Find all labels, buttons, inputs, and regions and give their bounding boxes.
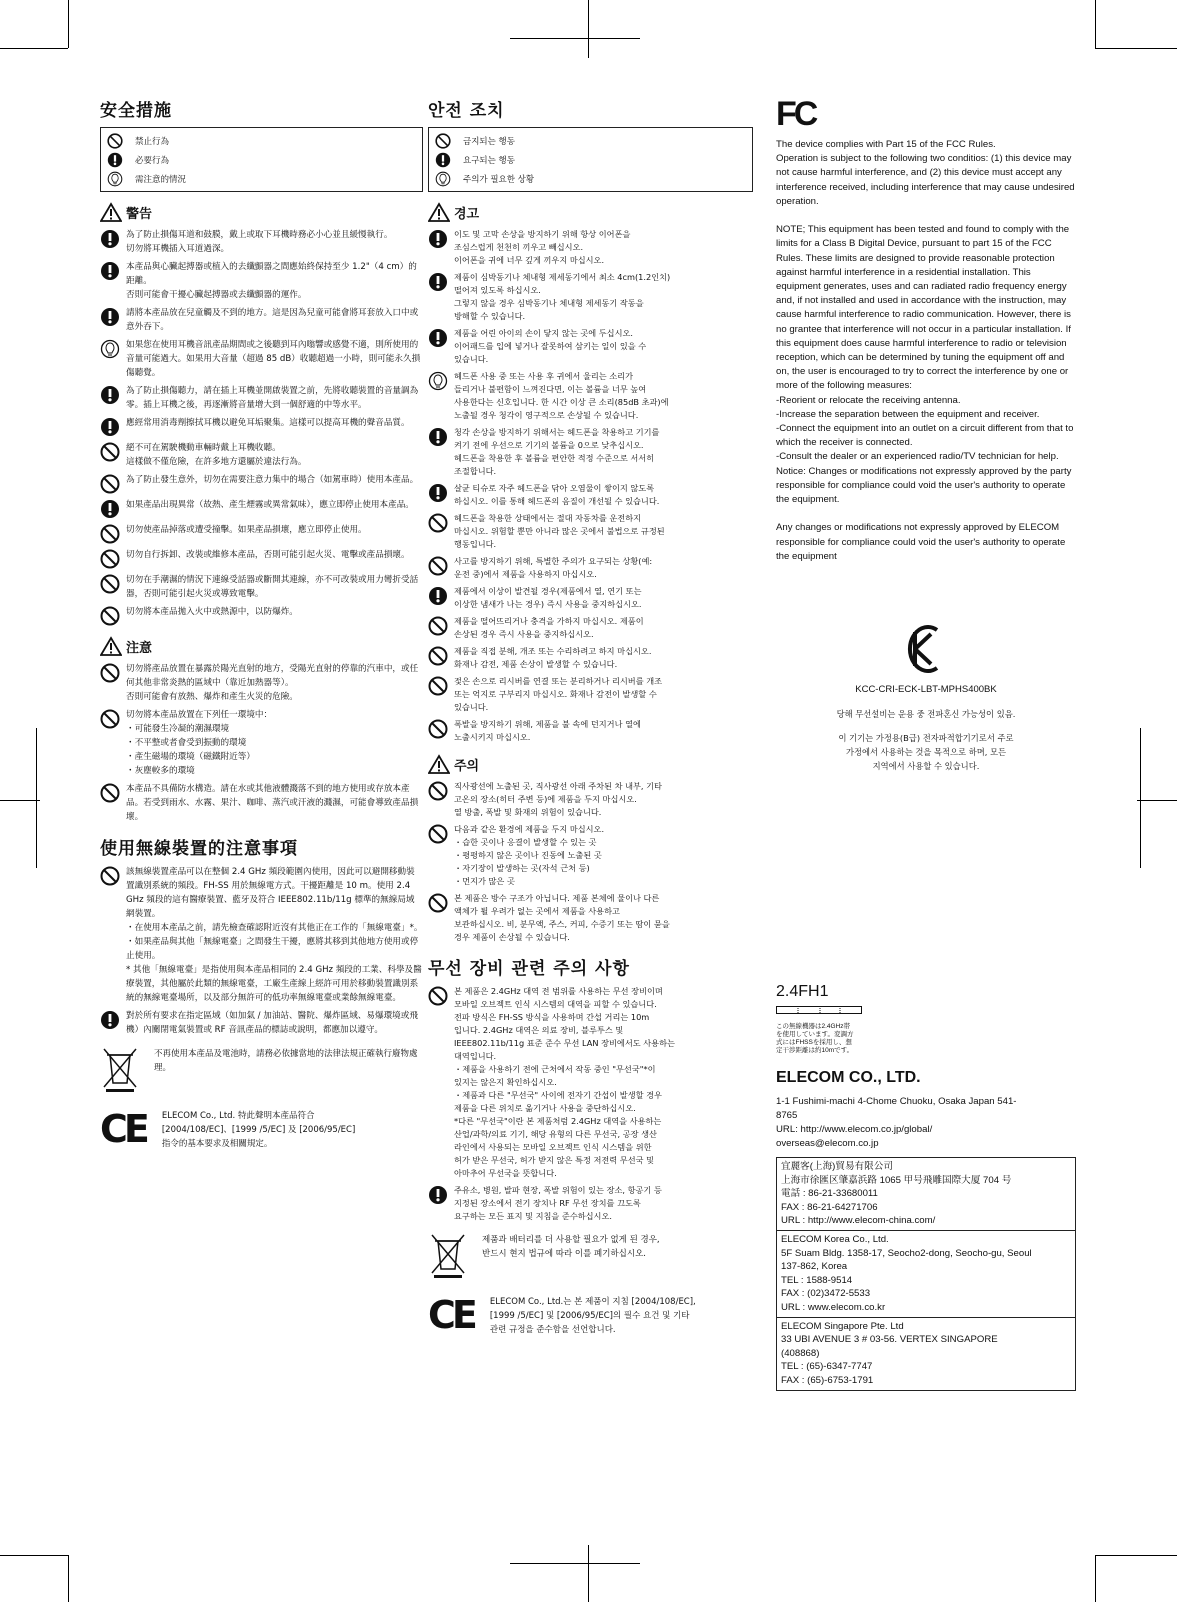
warning-triangle-icon [100,636,122,656]
kc-code: KCC-CRI-ECK-LBT-MPHS400BK [855,684,997,696]
prohibited-icon [100,663,120,683]
branch-singapore: ELECOM Singapore Pte. Ltd 33 UBI AVENUE 3 # 03-56. VERTEX SINGAPORE (408868) TEL : (65)-6347-7747 FAX : (65)-6753-1791 [781,1320,998,1386]
notice-item [428,675,753,714]
regulatory-column [776,96,1076,1391]
mandatory-icon [100,385,120,405]
ce-text: ELECOM Co., Ltd.는 본 제품이 지침 [2004/108/EC], [1999 /5/EC] 및 [2006/95/EC]의 필수 요건 및 기타 관련 규정을 준수함을 선언합니다. [489,1297,696,1335]
weee-bin-icon [100,1047,140,1093]
notice-text: 本產品不具備防水構造。請在水或其他液體濺落不到的地方使用或存放本產品。若受到雨水、水霧、果汁、咖啡、蒸汽或汗液的濺濕，可能會導致產品損壞。 [126,784,419,822]
mandatory-icon [100,307,120,327]
prohibited-icon [428,824,448,844]
zh-caution-heading [100,636,423,656]
notice-text: 切勿將本產品拋入火中或熱源中，以防爆炸。 [126,607,298,617]
notice-item [100,228,423,256]
kc-note-1: 당해 무선설비는 운용 중 전파혼신 가능성이 있음. [836,709,1016,720]
notice-item [100,441,423,469]
notice-item [428,892,753,944]
crop-mark [1095,0,1096,48]
crop-mark [510,38,640,39]
prohibited-icon [428,986,448,1006]
notice-text: 切勿在手潮濕的情況下連線受話器或斷開其連線，亦不可改裝或用力彎折受話器，否則可能引起火災或導致電擊。 [126,575,419,599]
notice-item [100,573,423,601]
crop-mark [68,0,69,48]
legend-label: 需注意的情況 [135,174,187,185]
chinese-column [100,96,423,1151]
notice-text: 제품을 어린 아이의 손이 닿지 않는 곳에 두십시오. 이어패드를 입에 넣거나 잘못하여 삼키는 일이 있을 수 있습니다. [454,328,647,364]
notice-text: 헤드폰 사용 중 또는 사용 후 귀에서 울리는 소리가 들리거나 불편함이 느껴진다면, 이는 볼륨을 너무 높여 사용한다는 신호입니다. 한 시간 이상 큰 소리(85dB 초과)에 노출될 경우 청각이 영구적으로 손상될 수 있습니다. [454,371,669,420]
notice-item [100,523,423,544]
prohibited-icon [428,616,448,636]
crop-mark [588,0,589,58]
legend-row [435,131,746,150]
caution-icon [435,171,451,187]
legend-row [435,169,746,188]
notice-item [100,416,423,437]
branch-china: 宜麗客(上海)貿易有限公司 上海市徐匯区肇嘉浜路 1065 甲号飛雕国際大厦 704 号 電話 : 86-21-33680011 FAX : 86-21-64271706 URL : http://www.elecom-china.com/ [777,1158,1075,1231]
notice-item [428,228,753,267]
notice-text: 為了防止損傷耳道和鼓膜，戴上或取下耳機時務必小心並且緩慢執行。 切勿將耳機插入耳道過深。 [126,230,393,254]
mandatory-icon [107,152,123,168]
prohibited-icon [435,133,451,149]
notice-text: 如果您在使用耳機音訊產品期間或之後聽到耳內嗡響或感覺不適，則所使用的音量可能過大。如果用大音量（超過 85 dB）收聽超過一小時，則可能永久損傷聽覺。 [126,340,421,378]
prohibited-icon [428,646,448,666]
notice-text: 絕不可在駕駛機動車輛時戴上耳機收聽。 這樣做不僅危險，在許多地方還屬於違法行為。 [126,443,307,467]
mandatory-icon [100,1010,120,1030]
mandatory-icon [100,499,120,519]
notice-item [100,338,423,380]
notice-item [100,548,423,569]
notice-item [100,708,423,778]
notice-item [100,782,423,824]
fh-label [776,983,1076,1055]
crop-mark [1095,1555,1177,1556]
notice-text: 다음과 같은 환경에 제품을 두지 마십시오. ・습한 곳이나 응결이 발생할 수 있는 곳 ・평평하지 않은 곳이나 진동에 노출된 곳 ・자기장이 발생하는 곳(자석 근처 등) ・먼지가 많은 곳 [454,824,605,886]
section-title: 주의 [454,758,480,774]
crop-mark [68,1555,69,1602]
notice-text: 직사광선에 노출된 곳, 직사광선 아래 주차된 차 내부, 기타 고온의 장소(히터 주변 등)에 제품을 두지 마십시오. 열 방출, 폭발 및 화재의 위험이 있습니다. [454,781,662,817]
notice-text: 제품을 직접 분해, 개조 또는 수리하려고 하지 마십시오. 화재나 감전, 제품 손상이 발생할 수 있습니다. [454,646,652,669]
notice-text: 切勿自行拆卸、改裝或維修本產品，否則可能引起火災、電擊或產品損壞。 [126,550,410,560]
prohibited-icon [428,893,448,913]
notice-text: 제품을 떨어뜨리거나 충격을 가하지 마십시오. 제품이 손상된 경우 즉시 사용을 중지하십시오. [454,616,644,639]
zh-caution-list [100,662,423,824]
legend-row [107,150,416,169]
crop-mark [0,48,68,49]
ce-mark-icon: CE [100,1107,146,1151]
fcc-statement: The device complies with Part 15 of the FCC Rules. Operation is subject to the following two conditios: (1) this device may not cause harmful interference, and (2) this device must accept any interference received, including interference that may cause undesired operation. NOTE; This equipment has been tested and found to comply with the limits for a Class B Digital Device, pursuant to part 15 of the FCC Rules. These limits are designed to provide reasonable protection against harmful interference in a residential installation. This equipment generates, uses and can radiated radio frequency energy and, if not installed and used in accordance with the instruction, may cause harmful interference to radio communication. However, there is no grantee that interference will not occur in a particular installation. If this equipment does cause harmful interference to radio or television reception, which can be determined by tuning the equipment off and on, the user is encouraged to try to correct the interference by one or more of the following measures: -Reorient or relocate the receiving antenna. -Increase the separation between the equipment and receiver. -Connect the equipment into an outlet on a circuit different from that to which the receiver is connected. -Consult the dealer or an experienced radio/TV technician for help. Notice: Changes or modifications not expressly approved by the party responsible for compliance could void the user's authority to operate the equipment. Any changes or modifications not expressly approved by ELECOM responsible for compliance could void the user's authority to operate the equipment [776,139,1075,562]
section-title: 警告 [126,206,153,222]
prohibited-icon [428,781,448,801]
notice-text: 應經常用消毒劑擦拭耳機以避免耳垢聚集。這樣可以提高耳機的聲音品質。 [126,418,410,428]
prohibited-icon [100,549,120,569]
notice-item [428,823,753,888]
ko-warning-list [428,228,753,744]
notice-item [428,985,753,1180]
legend-row [107,131,416,150]
crop-mark [1095,1555,1096,1602]
ko-legend [428,127,753,192]
notice-text: 該無線裝置產品可以在整個 2.4 GHz 頻段範圍內使用，因此可以避開移動裝置識別系統的頻段。FH-SS 用於無線電方式。干擾距離是 10 m。使用 2.4 GHz 頻段的這有醫療裝置、藍牙及符合 IEEE802.11b/11g 標準的無線局域網裝置。 ・在使用本產品之前，請先檢查確認附近沒有其他正在工作的「無線電臺」*。 ・如果產品與其他「無線電臺」之間發生干擾，應將其移到其他地方使用或停止使用。 * 其他「無線電臺」是指使用與本產品相同的 2.4 GHz 頻段的工業、科學及醫療裝置，其他屬於此類的無線電臺，工廠生產線上經許可用於移動裝置識別系統的無線電臺場所，以及部分無許可的低功率無線電臺或業餘無線電臺。 [126,867,423,1003]
notice-item [428,645,753,671]
prohibited-icon [428,556,448,576]
notice-item [428,327,753,366]
prohibited-icon [100,474,120,494]
ko-disposal [428,1233,753,1279]
legend-label: 必要行為 [135,155,170,166]
zh-warning-list [100,228,423,626]
crop-mark [510,1563,640,1564]
crop-mark [1095,48,1177,49]
notice-item [100,498,423,519]
zh-ce-declaration [100,1109,423,1151]
crop-mark [1137,800,1177,801]
crop-mark [1140,728,1141,868]
caution-icon [428,371,448,391]
ko-warning-heading [428,202,753,222]
notice-item [100,1009,423,1037]
warning-triangle-icon [428,202,450,222]
notice-text: 사고를 방지하기 위해, 특별한 주의가 요구되는 상황(예: 운전 중)에서 제품을 사용하지 마십시오. [454,556,653,579]
notice-item [428,585,753,611]
notice-text: 젖은 손으로 리시버를 연결 또는 분리하거나 리시버를 개조 또는 억지로 구부리지 마십시오. 화재나 감전이 발생할 수 있습니다. [454,676,663,712]
kc-mark-icon [907,624,945,674]
zh-title: 安全措施 [100,101,172,121]
prohibited-icon [428,513,448,533]
zh-wireless-list [100,865,423,1037]
ko-title: 안전 조치 [428,101,505,121]
mandatory-icon [100,261,120,281]
mandatory-icon [428,427,448,447]
notice-text: 為了防止發生意外，切勿在需要注意力集中的場合（如駕車時）使用本產品。 [126,475,419,485]
ko-caution-heading [428,754,753,774]
mandatory-icon [428,328,448,348]
notice-item [428,780,753,819]
prohibited-icon [100,866,120,886]
fh-note: この無線機器は2.4GHz帯 を使用しています。変調方 式にはFHSSを採用し、想 定干渉距離は約10mです。 [776,1023,854,1055]
notice-text: 제품에서 이상이 발견될 경우(제품에서 열, 연기 또는 이상한 냄새가 나는 경우) 즉시 사용을 중지하십시오. [454,586,642,609]
prohibited-icon [428,676,448,696]
branch-offices [776,1157,1076,1391]
zh-wireless-title: 使用無線裝置的注意事項 [100,839,298,859]
notice-item [100,384,423,412]
mandatory-icon [100,417,120,437]
notice-item [428,271,753,323]
caution-icon [100,339,120,359]
prohibited-icon [100,524,120,544]
prohibited-icon [100,783,120,803]
prohibited-icon [100,709,120,729]
notice-text: 청각 손상을 방지하기 위해서는 헤드폰을 착용하고 기기를 켜기 전에 우선으로 기기의 볼륨을 0으로 낮추십시오. 헤드폰을 착용한 후 볼륨을 편안한 적정 수준으로 서서히 조절합니다. [454,427,660,476]
notice-text: 切勿將本產品放置在下列任一環境中： ・可能發生冷凝的潮濕環境 ・不平整或者會受到振動的環境 ・產生磁場的環境（磁鐵附近等） ・灰塵較多的環境 [126,710,273,776]
fh-band-bar [776,1006,862,1014]
branch-korea: ELECOM Korea Co., Ltd. 5F Suam Bldg. 1358-17, Seocho2-dong, Seocho-gu, Seoul 137-862, Korea TEL : 1588-9514 FAX : (02)3472-5533 URL : www.elecom.co.kr [777,1231,1075,1318]
notice-text: 切勿使產品掉落或遭受撞擊。如果產品損壞，應立即停止使用。 [126,525,367,535]
notice-text: 如果產品出現異常（故熱、產生煙霧或異常氣味），應立即停止使用本產品。 [126,500,414,510]
warning-triangle-icon [100,202,122,222]
notice-text: 이도 및 고막 손상을 방지하기 위해 항상 이어폰을 조심스럽게 천천히 끼우고 빼십시오. 이어폰을 귀에 너무 깊게 끼우지 마십시오. [454,229,631,265]
notice-item [100,605,423,626]
notice-item [428,370,753,422]
prohibited-icon [428,719,448,739]
notice-item [428,615,753,641]
prohibited-icon [100,574,120,594]
prohibited-icon [100,606,120,626]
kc-note-2: 이 기기는 가정용(B급) 전자파적합기기로서 주로 가정에서 사용하는 것을 목적으로 하며, 모든 지역에서 사용할 수 있습니다. [838,733,1014,772]
notice-text: 제품이 심박동기나 체내형 제세동기에서 최소 4cm(1.2인치) 떨어져 있도록 하십시오. 그렇지 않을 경우 심박동기나 체내형 제세동기 작동을 방해할 수 있습니다. [454,272,671,321]
notice-item [100,473,423,494]
crop-mark [36,728,37,868]
notice-item [428,1184,753,1223]
company-name: ELECOM CO., LTD. [776,1069,921,1087]
legend-label: 금지되는 행동 [463,136,515,147]
legend-label: 禁止行為 [135,136,170,147]
disposal-text: 不再使用本產品及電池時，請務必依據當地的法律法規正確執行廢物處理。 [154,1049,418,1073]
crop-mark [0,800,40,801]
notice-text: 주유소, 병원, 발파 현장, 폭발 위험이 있는 장소, 항공기 등 지정된 장소에서 전기 장치나 RF 무선 장치를 끄도록 요구하는 모든 표지 및 지침을 준수하십시오. [454,1185,662,1221]
notice-text: 폭발을 방지하기 위해, 제품을 불 속에 던지거나 열에 노출시키지 마십시오. [454,719,641,742]
mandatory-icon [428,1185,448,1205]
notice-text: 本產品與心臟起搏器或植入的去纖顫器之間應始終保持至少 1.2"（4 cm）的距離。 否則可能會干擾心臟起搏器或去纖顫器的運作。 [126,262,417,300]
notice-item [428,555,753,581]
company-address: 1-1 Fushimi-machi 4-Chome Chuoku, Osaka Japan 541- 8765 URL: http://www.elecom.co.jp/global/ overseas@elecom.co.jp [776,1096,1017,1150]
notice-text: 為了防止損傷聽力，請在插上耳機並開啟裝置之前，先將收聽裝置的音量調為零。插上耳機之後，再逐漸將音量增大到一個舒適的中等水平。 [126,386,419,410]
notice-text: 본 제품은 방수 구조가 아닙니다. 제품 본체에 물이나 다른 액체가 튈 우려가 없는 곳에서 제품을 사용하고 보관하십시오. 비, 분무액, 주스, 커피, 수증기 또는 땀이 묻을 경우 제품이 손상될 수 있습니다. [454,893,670,942]
ce-text: ELECOM Co., Ltd. 特此聲明本產品符合 [2004/108/EC]、[1999 /5/EC] 及 [2006/95/EC] 指令的基本要求及相關規定。 [161,1111,356,1149]
legend-label: 요구되는 행동 [463,155,515,166]
mandatory-icon [428,272,448,292]
ko-wireless-list [428,985,753,1223]
crop-mark [588,1545,589,1602]
mandatory-icon [428,229,448,249]
notice-text: 切勿將產品放置在暴露於陽光直射的地方，受陽光直射的停靠的汽車中，或任何其他非常炎熱的區域中（靠近加熱器等）。 否則可能會有放熱、爆炸和產生火災的危險。 [126,664,419,702]
disposal-text: 제품과 배터리를 더 사용할 필요가 없게 된 경우, 반드시 현지 법규에 따라 이를 폐기하십시오. [482,1235,660,1259]
legend-row [107,169,416,188]
section-title: 注意 [126,640,153,656]
notice-item [428,482,753,508]
notice-item [428,718,753,744]
zh-warning-heading [100,202,423,222]
zh-disposal [100,1047,423,1093]
notice-item [100,865,423,1005]
ko-wireless-title: 무선 장비 관련 주의 사항 [428,959,630,979]
notice-text: 본 제품은 2.4GHz 대역 전 범위를 사용하는 무선 장비이며 모바일 오브젝트 인식 시스템의 대역을 피할 수 있습니다. 전파 방식은 FH-SS 방식을 사용하며 간섭 거리는 10m 입니다. 2.4GHz 대역은 의료 장비, 블루투스 및 IEEE802.11b/11g 표준 준수 무선 LAN 장비에서도 사용하는 대역입니다. ・제품을 사용하기 전에 근처에서 작동 중인 "무선국"*이 있지는 않은지 확인하십시오. ・제품과 다른 "무선국" 사이에 전자기 간섭이 발생할 경우 제품을 다른 위치로 옮기거나 사용을 중단하십시오. *다른 "무선국"이란 본 제품처럼 2.4GHz 대역을 사용하는 산업/과학/의료 기기, 해당 유형의 다른 무선국, 공장 생산 라인에서 사용되는 모바일 오브젝트 인식 시스템을 위한 허가 받은 무선국, 허가 받지 않은 특정 저전력 무선국 및 아마추어 무선국을 뜻합니다. [454,986,675,1178]
ce-mark-icon: CE [428,1293,474,1337]
weee-bin-icon [428,1233,468,1279]
notice-text: 헤드폰을 착용한 상태에서는 절대 자동차를 운전하지 마십시오. 위험할 뿐만 아니라 많은 곳에서 불법으로 규정된 행동입니다. [454,513,665,549]
prohibited-icon [100,442,120,462]
notice-item [428,512,753,551]
notice-item [428,426,753,478]
section-title: 경고 [454,206,480,222]
legend-row [435,150,746,169]
notice-item [100,662,423,704]
zh-legend [100,127,423,192]
mandatory-icon [435,152,451,168]
notice-text: 살균 티슈로 자주 헤드폰을 닦아 오염물이 쌓이지 않도록 하십시오. 이를 통해 헤드폰의 음질이 개선될 수 있습니다. [454,483,660,506]
notice-item [100,260,423,302]
ko-caution-list [428,780,753,944]
notice-item [100,306,423,334]
ko-ce-declaration [428,1295,753,1337]
mandatory-icon [428,586,448,606]
caution-icon [107,171,123,187]
crop-mark [0,1555,68,1556]
notice-text: 請將本產品放在兒童觸及不到的地方。這是因為兒童可能會將耳套放入口中或意外吞下。 [126,308,419,332]
fh-code: 2.4FH1 [776,983,829,1001]
korean-column [428,96,753,1337]
legend-label: 주의가 필요한 상황 [463,174,535,185]
prohibited-icon [107,133,123,149]
mandatory-icon [100,229,120,249]
mandatory-icon [428,483,448,503]
warning-triangle-icon [428,754,450,774]
kc-certification [776,624,1076,773]
fcc-logo: FC [776,95,816,133]
notice-text: 對於所有要求在指定區域（如加氣 / 加油站、醫院、爆炸區域、易爆環境或飛機）內關閉電氣裝置或 RF 音訊產品的標誌或說明，都應加以遵守。 [126,1011,418,1035]
